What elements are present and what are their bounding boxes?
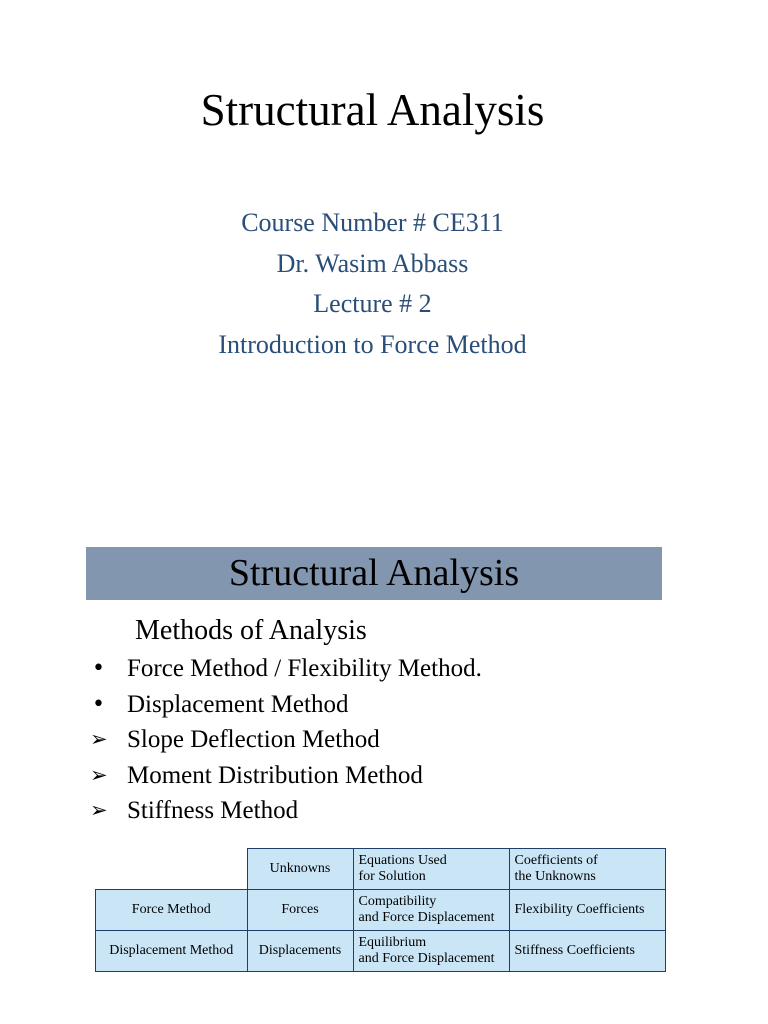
methods-comparison-table: [95, 848, 666, 972]
row-unknowns: Forces: [247, 890, 353, 931]
row-equations-line2: and Force Displacement: [358, 951, 495, 966]
list-item-text: Displacement Method: [127, 690, 349, 718]
header-unknowns: Unknowns: [247, 849, 353, 890]
slide1-course-info: [0, 203, 745, 365]
header-equations-line1: Equations Used: [358, 853, 447, 868]
header-coefficients: [509, 849, 665, 890]
row-method: Force Method: [96, 890, 248, 931]
list-item: [86, 651, 482, 687]
header-coefficients-line1: Coefficients of: [514, 853, 598, 868]
list-item: [86, 758, 482, 794]
row-method: Displacement Method: [96, 931, 248, 972]
lecture-topic: Introduction to Force Method: [218, 329, 527, 359]
header-coefficients-line2: the Unknowns: [514, 869, 596, 884]
list-item: [86, 793, 482, 829]
bullet-icon: •: [92, 656, 105, 681]
bullet-icon: •: [92, 691, 105, 717]
arrow-bullet-icon: ➢: [90, 727, 108, 751]
list-item-text: Stiffness Method: [127, 797, 299, 824]
list-item-text: Slope Deflection Method: [127, 726, 380, 753]
methods-list: [86, 651, 482, 829]
arrow-bullet-icon: ➢: [90, 798, 108, 822]
row-equations-line2: and Force Displacement: [358, 910, 495, 925]
row-equations-line1: Equilibrium: [358, 935, 427, 950]
table-header-row: [96, 849, 666, 890]
slide2-title: Structural Analysis: [228, 552, 520, 594]
course-number: Course Number # CE311: [241, 208, 504, 237]
row-coefficients: Flexibility Coefficients: [509, 890, 665, 931]
table-row: [96, 890, 666, 931]
row-equations-line1: Compatibility: [358, 894, 437, 909]
table-row: [96, 931, 666, 972]
list-item-text: Moment Distribution Method: [127, 761, 423, 789]
list-item: [86, 722, 482, 758]
header-equations-line2: for Solution: [358, 869, 426, 884]
row-equations: [353, 931, 509, 972]
row-coefficients: Stiffness Coefficients: [509, 931, 665, 972]
instructor-name: Dr. Wasim Abbass: [276, 248, 469, 278]
slide1-title: Structural Analysis: [200, 85, 545, 135]
row-equations: [353, 890, 509, 931]
methods-heading: Methods of Analysis: [135, 615, 367, 646]
table-corner-cell: [96, 849, 248, 890]
list-item: [86, 687, 482, 723]
lecture-number: Lecture # 2: [313, 289, 432, 318]
row-unknowns: Displacements: [247, 931, 353, 972]
list-item-text: Force Method / Flexibility Method.: [127, 655, 482, 682]
header-equations: [353, 849, 509, 890]
arrow-bullet-icon: ➢: [90, 762, 108, 787]
